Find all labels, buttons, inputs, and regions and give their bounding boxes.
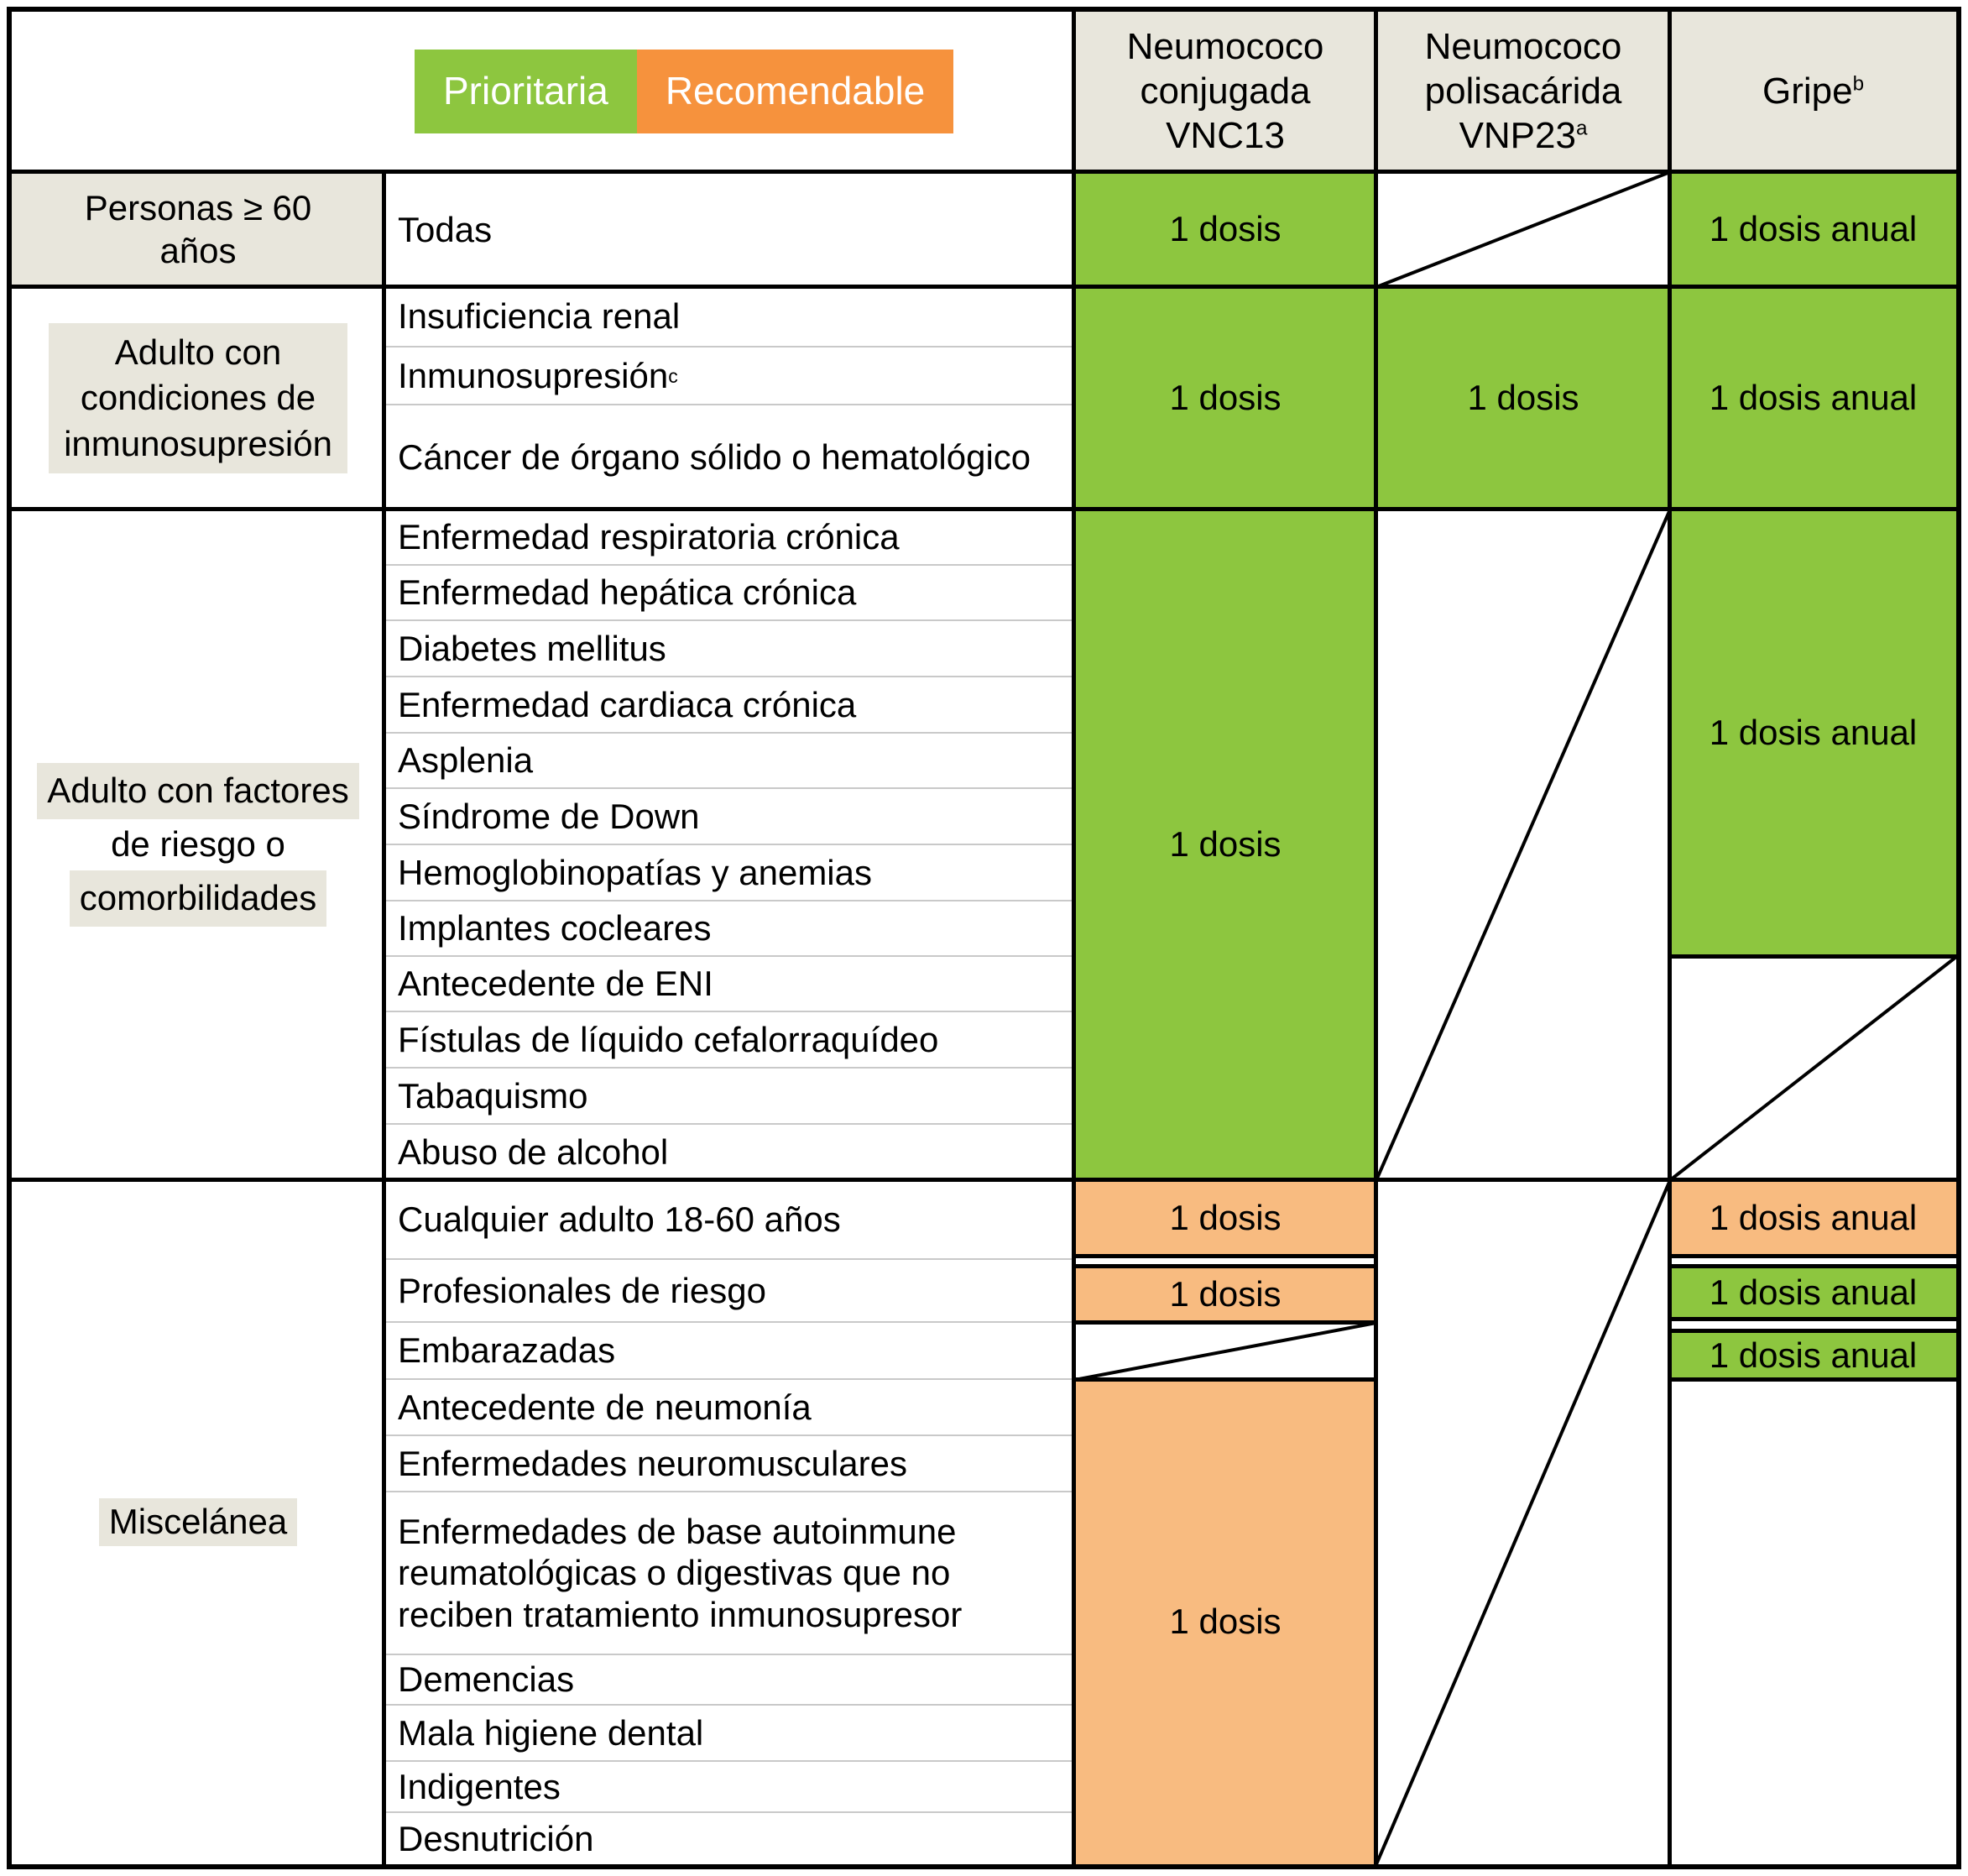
group-label-lines xyxy=(85,187,312,272)
condition-label: Tabaquismo xyxy=(398,1075,588,1116)
condition-row xyxy=(384,1260,1074,1323)
vnc13-dose-miscelanea-resto xyxy=(1074,1380,1376,1864)
dose-label: 1 dosis anual xyxy=(1709,1272,1918,1313)
condition-row xyxy=(384,1706,1074,1762)
condition-row xyxy=(384,509,1074,566)
grid-line xyxy=(1670,1264,1956,1268)
condition-label: Profesionales de riesgo xyxy=(398,1270,766,1310)
condition-label: Antecedente de ENI xyxy=(398,964,713,1004)
dose-label: 1 dosis anual xyxy=(1709,1335,1918,1375)
group-label-line xyxy=(37,819,359,870)
vnp23-dose-inmunosupresion xyxy=(1376,287,1670,509)
grid-line xyxy=(1670,1254,1956,1258)
condition-label: Demencias xyxy=(398,1659,575,1700)
dose-label: 1 dosis anual xyxy=(1709,1198,1918,1238)
condition-label: Enfermedad respiratoria crónica xyxy=(398,516,900,557)
group-label-inmunosupresion xyxy=(12,287,384,509)
condition-label: Enfermedades neuromusculares xyxy=(398,1443,907,1483)
dose-label: 1 dosis anual xyxy=(1709,209,1918,249)
diagonal-line-icon xyxy=(1376,172,1670,287)
dose-label: 1 dosis anual xyxy=(1709,378,1918,418)
legend-prioritaria-label: Prioritaria xyxy=(443,69,608,113)
group-label-lines xyxy=(37,763,359,927)
legend-recomendable-label: Recomendable xyxy=(665,69,926,113)
gripe-dose-inmunosupresion xyxy=(1670,287,1956,509)
gripe-dose-embarazadas xyxy=(1670,1331,1956,1380)
gripe-na-factores-riesgo-bajo xyxy=(1670,957,1956,1180)
header-line: polisacárida xyxy=(1424,71,1622,112)
header-vnp23-name: VNP23 xyxy=(1459,114,1576,156)
condition-row xyxy=(384,1436,1074,1492)
condition-row xyxy=(384,1762,1074,1813)
condition-row xyxy=(384,1813,1074,1864)
header-line xyxy=(1762,70,1864,114)
group-label-factores-riesgo xyxy=(12,509,384,1180)
condition-label: Indigentes xyxy=(398,1766,561,1806)
dose-label: 1 dosis xyxy=(1169,378,1282,418)
diagonal-line-icon xyxy=(1376,509,1670,1180)
dose-label: 1 dosis xyxy=(1169,1602,1282,1642)
gripe-dose-factores-riesgo xyxy=(1670,509,1956,957)
footnote-marker-b: b xyxy=(1852,72,1865,96)
condition-row xyxy=(384,734,1074,789)
grid-line xyxy=(1670,1377,1956,1382)
condition-row xyxy=(384,1323,1074,1380)
grid-line xyxy=(1670,954,1956,959)
grid-line xyxy=(1074,1320,1376,1325)
group-label-line: Adulto con xyxy=(114,332,282,372)
header-line: Neumococo xyxy=(1126,26,1324,68)
condition-label: Abuso de alcohol xyxy=(398,1132,669,1173)
gripe-dose-profesionales xyxy=(1670,1267,1956,1319)
condition-row xyxy=(384,1012,1074,1069)
condition-row xyxy=(384,677,1074,734)
diagonal-line-icon xyxy=(1074,1323,1376,1380)
group-label-text: de riesgo o xyxy=(111,824,285,865)
condition-row xyxy=(384,1655,1074,1706)
condition-row xyxy=(384,1380,1074,1436)
vnp23-na-personas60 xyxy=(1376,172,1670,287)
condition-row xyxy=(384,172,1074,287)
header-gripe-name: Gripe xyxy=(1762,71,1853,112)
vnc13-na-embarazadas xyxy=(1074,1323,1376,1380)
grid-line xyxy=(1074,1264,1376,1268)
condition-row xyxy=(384,287,1074,348)
condition-row xyxy=(384,1180,1074,1260)
condition-label: Inmunosupresión xyxy=(398,355,669,395)
condition-row: Inmunosupresión c xyxy=(384,348,1074,405)
header-line: conjugada xyxy=(1140,71,1311,112)
condition-label: Todas xyxy=(398,209,493,249)
dose-label: 1 dosis xyxy=(1169,1198,1282,1238)
vnp23-na-miscelanea xyxy=(1376,1180,1670,1864)
group-label-lines xyxy=(49,323,347,474)
condition-label: Antecedente de neumonía xyxy=(398,1387,812,1427)
grid-line xyxy=(7,1178,1961,1182)
gripe-dose-cualquier-adulto xyxy=(1670,1180,1956,1257)
group-label-text: Adulto con factores xyxy=(37,763,359,819)
legend-recomendable xyxy=(637,50,953,133)
header-line: Neumococo xyxy=(1424,26,1622,68)
group-label-miscelanea xyxy=(12,1180,384,1864)
grid-line xyxy=(7,170,1961,174)
header-vnc13-lines xyxy=(1127,25,1324,158)
dose-label: 1 dosis xyxy=(1169,209,1282,249)
condition-label: Enfermedades de base autoinmune reumatológicas o digestivas que no reciben tratamiento inmunosupresor xyxy=(398,1511,963,1634)
group-label-line: Personas ≥ 60 xyxy=(84,188,312,228)
condition-label: Desnutrición xyxy=(398,1818,594,1858)
condition-row xyxy=(384,405,1074,509)
group-label-line xyxy=(37,870,359,927)
condition-label: Implantes cocleares xyxy=(398,908,712,948)
footnote-marker-a: a xyxy=(1575,117,1588,140)
grid-line xyxy=(7,507,1961,511)
vnc13-dose-personas60 xyxy=(1074,172,1376,287)
grid-line xyxy=(1670,1329,1956,1333)
dose-label: 1 dosis anual xyxy=(1709,713,1918,753)
header-corner-cell xyxy=(12,12,1074,172)
header-line xyxy=(1425,114,1622,159)
condition-row xyxy=(384,789,1074,845)
group-label-line: condiciones de xyxy=(80,378,316,418)
vnp23-na-factores-riesgo xyxy=(1376,509,1670,1180)
condition-row xyxy=(384,1125,1074,1180)
condition-label: Embarazadas xyxy=(398,1330,616,1371)
legend-prioritaria xyxy=(415,50,637,133)
condition-row xyxy=(384,845,1074,901)
condition-label: Insuficiencia renal xyxy=(398,296,681,337)
diagonal-line-icon xyxy=(1376,1180,1670,1864)
grid-line xyxy=(1074,1254,1376,1258)
header-line: VNC13 xyxy=(1166,114,1285,156)
group-label-line xyxy=(37,763,359,819)
header-cell-gripe xyxy=(1670,12,1956,172)
dose-label: 1 dosis xyxy=(1169,824,1282,865)
vnc13-dose-inmunosupresion xyxy=(1074,287,1376,509)
condition-label: Enfermedad hepática crónica xyxy=(398,572,857,613)
dose-label: 1 dosis xyxy=(1467,378,1579,418)
gripe-dose-personas60 xyxy=(1670,172,1956,287)
group-label-personas-60 xyxy=(12,172,384,287)
vnc13-dose-factores-riesgo xyxy=(1074,509,1376,1180)
condition-row xyxy=(384,1069,1074,1125)
diagonal-line-icon xyxy=(1670,957,1956,1180)
condition-label: Asplenia xyxy=(398,740,534,781)
group-label-line: inmunosupresión xyxy=(64,423,332,463)
condition-row xyxy=(384,957,1074,1012)
header-cell-vnc13 xyxy=(1074,12,1376,172)
legend xyxy=(415,50,953,133)
condition-label: Hemoglobinopatías y anemias xyxy=(398,852,872,892)
vnc13-dose-cualquier-adulto xyxy=(1074,1180,1376,1257)
grid-line xyxy=(382,172,386,1869)
dose-label: 1 dosis xyxy=(1169,1274,1282,1314)
group-label-line: años xyxy=(159,230,237,270)
condition-label: Fístulas de líquido cefalorraquídeo xyxy=(398,1019,939,1059)
condition-row xyxy=(384,621,1074,677)
condition-row xyxy=(384,1492,1074,1655)
header-cell-vnp23 xyxy=(1376,12,1670,172)
condition-label: Síndrome de Down xyxy=(398,796,700,836)
condition-label: Cualquier adulto 18-60 años xyxy=(398,1199,841,1239)
header-vnp23-lines xyxy=(1425,25,1622,158)
vnc13-dose-profesionales xyxy=(1074,1267,1376,1323)
condition-row xyxy=(384,566,1074,621)
gripe-empty-miscelanea-resto xyxy=(1670,1380,1956,1864)
condition-label: Cáncer de órgano sólido o hematológico xyxy=(398,437,1031,478)
group-label-text: Miscelánea xyxy=(99,1498,297,1545)
grid-line xyxy=(1670,1317,1956,1321)
condition-label: Enfermedad cardiaca crónica xyxy=(398,684,857,724)
condition-row xyxy=(384,901,1074,957)
group-label-text: comorbilidades xyxy=(70,870,326,927)
condition-label: Diabetes mellitus xyxy=(398,628,666,668)
grid-line xyxy=(7,285,1961,289)
grid-line xyxy=(1074,1377,1376,1382)
condition-label: Mala higiene dental xyxy=(398,1712,704,1753)
